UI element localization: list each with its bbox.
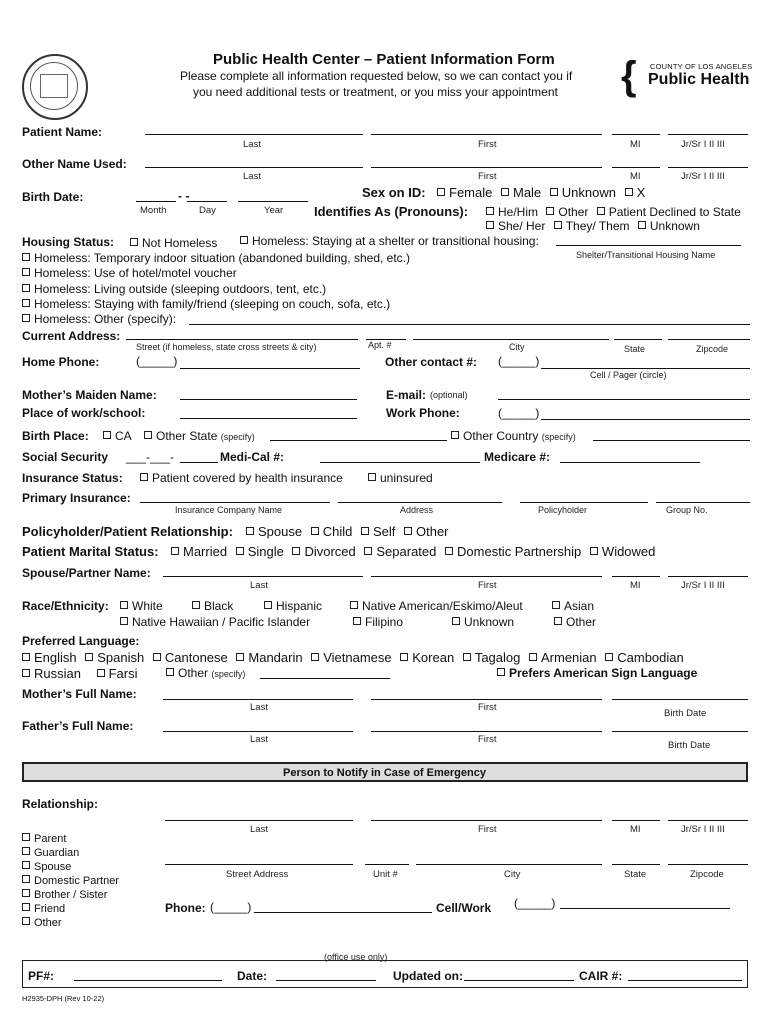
insurance-address-caption: Address	[400, 505, 434, 515]
other-mi-field[interactable]	[612, 167, 660, 168]
marital-status-options	[171, 544, 660, 559]
suffix-caption: Jr/Sr I II III	[681, 580, 725, 591]
day-caption: Day	[199, 205, 216, 216]
checkbox-icon	[120, 601, 128, 609]
pronoun-she-her-option[interactable]: She/ Her	[486, 219, 545, 233]
checkbox-icon	[103, 431, 111, 439]
preferred-language-label: Preferred Language:	[22, 634, 140, 648]
insurance-company-field[interactable]	[140, 502, 330, 503]
sex-unknown-option[interactable]: Unknown	[550, 185, 616, 200]
last-caption: Last	[250, 580, 268, 591]
housing-other-option[interactable]: Homeless: Other (specify):	[22, 312, 410, 327]
checkbox-icon	[625, 188, 633, 196]
housing-shelter-option[interactable]: Homeless: Staying at a shelter or transitional housing:	[240, 234, 539, 248]
emergency-zip-caption: Zipcode	[690, 869, 724, 880]
medi-cal-label: Medi-Cal #:	[220, 450, 285, 464]
marital-domestic-partnership-option[interactable]: Domestic Partnership	[445, 544, 581, 559]
checkbox-icon	[171, 547, 179, 555]
suffix-caption: Jr/Sr I II III	[681, 824, 725, 835]
race-black-option[interactable]: Black	[192, 599, 233, 613]
fathers-full-name-label: Father’s Full Name:	[22, 719, 134, 733]
office-date-field[interactable]	[276, 980, 376, 981]
checkbox-icon	[22, 284, 30, 292]
mothers-maiden-name-field[interactable]	[180, 399, 357, 400]
checkbox-icon	[22, 903, 30, 911]
language-options-row-2	[22, 666, 142, 681]
checkbox-icon	[529, 653, 537, 661]
housing-family-friend-option[interactable]: Homeless: Staying with family/friend (sleeping on couch, sofa, etc.)	[22, 297, 410, 312]
zip-caption: Zipcode	[696, 344, 729, 354]
last-caption: Last	[250, 702, 268, 713]
spouse-last-name-field[interactable]	[163, 576, 363, 577]
pronoun-options-row-1	[486, 205, 746, 219]
emergency-other-option[interactable]: Other	[22, 916, 119, 930]
birth-place-other-state-option[interactable]: Other State (specify)	[144, 429, 255, 443]
emergency-state-caption: State	[624, 869, 647, 880]
emergency-cell-area-code[interactable]: (_____)	[514, 896, 556, 910]
checkbox-icon	[292, 547, 300, 555]
insurance-status-label: Insurance Status:	[22, 471, 123, 485]
other-contact-label: Other contact #:	[385, 355, 478, 369]
first-caption: First	[478, 734, 497, 745]
city-field[interactable]	[413, 339, 609, 340]
checkbox-icon	[605, 653, 613, 661]
sex-x-option[interactable]: X	[625, 185, 646, 200]
state-caption: State	[624, 344, 646, 354]
emergency-relationship-options	[22, 832, 119, 930]
month-caption: Month	[140, 205, 167, 216]
patient-suffix-field[interactable]	[668, 134, 748, 135]
emergency-zip-field[interactable]	[668, 864, 748, 865]
checkbox-icon	[501, 188, 509, 196]
email-field[interactable]	[498, 399, 750, 400]
office-date-label: Date:	[237, 969, 268, 983]
street-address-field[interactable]	[126, 339, 358, 340]
language-other-field[interactable]	[260, 678, 390, 679]
language-cambodian-option[interactable]: Cambodian	[605, 650, 684, 665]
medicare-field[interactable]	[560, 462, 700, 463]
birth-date-dashes: - -	[178, 189, 190, 203]
emergency-suffix-field[interactable]	[668, 820, 748, 821]
emergency-street-caption: Street Address	[226, 869, 289, 880]
marital-status-label: Patient Marital Status:	[22, 544, 159, 559]
logo-public-health-text: Public Health	[648, 71, 750, 88]
emergency-street-field[interactable]	[165, 864, 353, 865]
emergency-unit-field[interactable]	[365, 864, 409, 865]
state-field[interactable]	[614, 339, 662, 340]
race-white-option[interactable]: White	[120, 599, 163, 613]
race-native-hawaiian-option[interactable]: Native Hawaiian / Pacific Islander	[120, 615, 310, 629]
pronoun-unknown-option[interactable]: Unknown	[638, 219, 700, 233]
checkbox-icon	[486, 221, 494, 229]
patient-last-name-field[interactable]	[145, 134, 363, 135]
marital-divorced-option[interactable]: Divorced	[292, 544, 355, 559]
first-caption: First	[478, 580, 497, 591]
first-caption: First	[478, 824, 497, 835]
checkbox-icon	[22, 653, 30, 661]
checkbox-icon	[552, 601, 560, 609]
marital-married-option[interactable]: Married	[171, 544, 227, 559]
checkbox-icon	[550, 188, 558, 196]
marital-single-option[interactable]: Single	[236, 544, 284, 559]
work-phone-label: Work Phone:	[386, 406, 460, 420]
pronoun-declined-option[interactable]: Patient Declined to State	[597, 205, 741, 219]
race-asian-option[interactable]: Asian	[552, 599, 594, 613]
emergency-phone-area-code[interactable]: (_____)	[210, 900, 252, 914]
checkbox-icon	[236, 547, 244, 555]
housing-options-list	[22, 251, 410, 327]
shelter-name-caption: Shelter/Transitional Housing Name	[576, 250, 716, 260]
zip-field[interactable]	[668, 339, 750, 340]
street-caption: Street (if homeless, state cross streets & city)	[136, 342, 317, 352]
checkbox-icon	[445, 547, 453, 555]
current-address-label: Current Address:	[22, 329, 121, 343]
language-spanish-option[interactable]: Spanish	[85, 650, 144, 665]
race-hispanic-option[interactable]: Hispanic	[264, 599, 322, 613]
checkbox-icon	[546, 207, 554, 215]
language-other-option[interactable]: Other (specify)	[166, 666, 245, 680]
emergency-phone-label: Phone:	[165, 901, 206, 915]
checkbox-icon	[451, 431, 459, 439]
race-filipino-option[interactable]: Filipino	[353, 615, 403, 629]
checkbox-icon	[22, 314, 30, 322]
email-label: E-mail:	[386, 388, 427, 402]
other-name-label: Other Name Used:	[22, 157, 127, 171]
emergency-mi-field[interactable]	[612, 820, 660, 821]
checkbox-icon	[22, 268, 30, 276]
birth-date-label: Birth Date:	[22, 190, 84, 204]
emergency-contact-banner-text: Person to Notify in Case of Emergency	[283, 767, 486, 779]
emergency-friend-option[interactable]: Friend	[22, 902, 119, 916]
checkbox-icon	[120, 617, 128, 625]
emergency-cell-work-label: Cell/Work	[436, 901, 492, 915]
mother-birth-date-field[interactable]	[612, 699, 748, 700]
race-unknown-option[interactable]: Unknown	[452, 615, 514, 629]
public-health-logo-mark: {	[621, 54, 637, 98]
medicare-label: Medicare #:	[484, 450, 551, 464]
father-birth-date-caption: Birth Date	[668, 740, 711, 751]
form-subtitle-line-2: you need additional tests or treatment, or you miss your appointment	[193, 85, 558, 99]
emergency-unit-caption: Unit #	[373, 869, 398, 880]
language-cantonese-option[interactable]: Cantonese	[153, 650, 228, 665]
checkbox-icon	[236, 653, 244, 661]
place-of-work-field[interactable]	[180, 418, 357, 419]
race-native-american-option[interactable]: Native American/Eskimo/Aleut	[350, 599, 523, 613]
year-caption: Year	[264, 205, 284, 216]
work-phone-field[interactable]	[541, 419, 750, 420]
work-phone-area-code[interactable]: (_____)	[498, 406, 540, 420]
checkbox-icon	[554, 221, 562, 229]
relationship-child-option[interactable]: Child	[311, 524, 353, 539]
birth-day-field[interactable]	[187, 201, 227, 202]
shelter-name-field[interactable]	[556, 245, 741, 246]
form-revision-id: H2935-DPH (Rev 10-22)	[22, 994, 105, 1003]
updated-on-field[interactable]	[464, 980, 574, 981]
cair-number-label: CAIR #:	[579, 969, 623, 983]
first-caption: First	[478, 139, 497, 150]
place-of-work-label: Place of work/school:	[22, 406, 146, 420]
emergency-city-caption: City	[504, 869, 521, 880]
office-use-box	[22, 960, 748, 988]
checkbox-icon	[144, 431, 152, 439]
other-first-name-field[interactable]	[371, 167, 602, 168]
other-last-name-field[interactable]	[145, 167, 363, 168]
birth-year-field[interactable]	[238, 201, 308, 202]
apt-caption: Apt. #	[368, 340, 392, 350]
emergency-spouse-option[interactable]: Spouse	[22, 860, 119, 874]
home-phone-field[interactable]	[180, 368, 360, 369]
emergency-relationship-label: Relationship:	[22, 797, 99, 811]
mothers-maiden-name-label: Mother’s Maiden Name:	[22, 388, 157, 402]
checkbox-icon	[22, 299, 30, 307]
primary-insurance-label: Primary Insurance:	[22, 491, 131, 505]
birth-month-field[interactable]	[136, 201, 176, 202]
last-caption: Last	[250, 824, 268, 835]
race-ethnicity-label: Race/Ethnicity:	[22, 599, 109, 613]
medi-cal-field[interactable]	[320, 462, 480, 463]
pronoun-other-option[interactable]: Other	[546, 205, 588, 219]
checkbox-icon	[597, 207, 605, 215]
logo-county-text: COUNTY OF LOS ANGELES	[650, 62, 753, 71]
spouse-mi-field[interactable]	[612, 576, 660, 577]
language-mandarin-option[interactable]: Mandarin	[236, 650, 302, 665]
emergency-contact-banner	[22, 762, 748, 782]
sex-options	[437, 185, 650, 200]
language-farsi-option[interactable]: Farsi	[97, 666, 138, 681]
pronouns-label: Identifies As (Pronouns):	[314, 204, 469, 219]
mother-birth-date-caption: Birth Date	[664, 708, 707, 719]
policyholder-relationship-options	[246, 524, 454, 539]
checkbox-icon	[85, 653, 93, 661]
email-optional-caption: (optional)	[430, 390, 468, 400]
marital-separated-option[interactable]: Separated	[364, 544, 436, 559]
checkbox-icon	[192, 601, 200, 609]
emergency-cell-field[interactable]	[560, 908, 730, 909]
cair-number-field[interactable]	[628, 980, 742, 981]
office-use-only-caption: (office use only)	[324, 952, 388, 962]
emergency-last-name-field[interactable]	[165, 820, 353, 821]
suffix-caption: Jr/Sr I II III	[681, 139, 725, 150]
first-caption: First	[478, 171, 497, 182]
mi-caption: MI	[630, 580, 641, 591]
patient-name-label: Patient Name:	[22, 125, 103, 139]
city-caption: City	[509, 342, 525, 352]
checkbox-icon	[311, 527, 319, 535]
checkbox-icon	[97, 669, 105, 677]
emergency-phone-field[interactable]	[254, 912, 432, 913]
language-vietnamese-option[interactable]: Vietnamese	[311, 650, 391, 665]
checkbox-icon	[166, 668, 174, 676]
checkbox-icon	[22, 669, 30, 677]
housing-not-homeless-option[interactable]: Not Homeless	[130, 236, 217, 250]
insurance-uninsured-option[interactable]: uninsured	[368, 471, 433, 485]
mother-last-name-field[interactable]	[163, 699, 353, 700]
language-tagalog-option[interactable]: Tagalog	[463, 650, 521, 665]
checkbox-icon	[22, 917, 30, 925]
race-other-option[interactable]: Other	[554, 615, 596, 629]
checkbox-icon	[153, 653, 161, 661]
checkbox-icon	[130, 238, 138, 246]
housing-other-specify-field[interactable]	[189, 324, 750, 325]
insurance-policyholder-field[interactable]	[520, 502, 648, 503]
updated-on-label: Updated on:	[393, 969, 463, 983]
marital-widowed-option[interactable]: Widowed	[590, 544, 655, 559]
checkbox-icon	[246, 527, 254, 535]
sex-on-id-label: Sex on ID:	[362, 185, 426, 200]
checkbox-icon	[361, 527, 369, 535]
father-birth-date-field[interactable]	[612, 731, 748, 732]
spouse-partner-name-label: Spouse/Partner Name:	[22, 566, 151, 580]
mothers-full-name-label: Mother’s Full Name:	[22, 687, 137, 701]
county-seal-logo	[22, 54, 88, 120]
pronoun-he-him-option[interactable]: He/Him	[486, 205, 538, 219]
birth-place-ca-option[interactable]: CA	[103, 429, 132, 443]
sex-male-option[interactable]: Male	[501, 185, 541, 200]
insurance-covered-option[interactable]: Patient covered by health insurance	[140, 471, 343, 485]
emergency-brother-sister-option[interactable]: Brother / Sister	[22, 888, 119, 902]
emergency-guardian-option[interactable]: Guardian	[22, 846, 119, 860]
checkbox-icon	[311, 653, 319, 661]
checkbox-icon	[22, 889, 30, 897]
emergency-domestic-partner-option[interactable]: Domestic Partner	[22, 874, 119, 888]
insurance-group-caption: Group No.	[666, 505, 708, 515]
checkbox-icon	[22, 861, 30, 869]
checkbox-icon	[463, 653, 471, 661]
relationship-spouse-option[interactable]: Spouse	[246, 524, 302, 539]
other-state-field[interactable]	[270, 440, 447, 441]
emergency-city-field[interactable]	[416, 864, 602, 865]
relationship-other-option[interactable]: Other	[404, 524, 449, 539]
checkbox-icon	[353, 617, 361, 625]
home-phone-area-code[interactable]: (_____)	[136, 354, 178, 368]
checkbox-icon	[497, 668, 505, 676]
checkbox-icon	[364, 547, 372, 555]
relationship-self-option[interactable]: Self	[361, 524, 395, 539]
checkbox-icon	[368, 473, 376, 481]
mi-caption: MI	[630, 139, 641, 150]
language-asl-option[interactable]: Prefers American Sign Language	[497, 666, 697, 680]
checkbox-icon	[264, 601, 272, 609]
emergency-first-name-field[interactable]	[371, 820, 602, 821]
mother-first-name-field[interactable]	[371, 699, 602, 700]
checkbox-icon	[22, 833, 30, 841]
spouse-first-name-field[interactable]	[371, 576, 602, 577]
cell-pager-caption: Cell / Pager (circle)	[590, 370, 667, 380]
social-security-label: Social Security	[22, 450, 109, 464]
form-title: Public Health Center – Patient Information Form	[213, 51, 555, 68]
emergency-parent-option[interactable]: Parent	[22, 832, 119, 846]
checkbox-icon	[590, 547, 598, 555]
spouse-suffix-field[interactable]	[668, 576, 748, 577]
housing-status-label: Housing Status:	[22, 235, 114, 249]
other-contact-area-code[interactable]: (_____)	[498, 354, 540, 368]
patient-mi-field[interactable]	[612, 134, 660, 135]
home-phone-label: Home Phone:	[22, 355, 100, 369]
insurance-address-field[interactable]	[338, 502, 502, 503]
housing-hotel-voucher-option[interactable]: Homeless: Use of hotel/motel voucher	[22, 266, 410, 281]
first-caption: First	[478, 702, 497, 713]
form-subtitle-line-1: Please complete all information requested below, so we can contact you if	[180, 69, 573, 83]
patient-first-name-field[interactable]	[371, 134, 602, 135]
other-contact-field[interactable]	[541, 368, 750, 369]
checkbox-icon	[638, 221, 646, 229]
other-suffix-field[interactable]	[668, 167, 748, 168]
checkbox-icon	[452, 617, 460, 625]
policyholder-relationship-label: Policyholder/Patient Relationship:	[22, 524, 233, 539]
father-first-name-field[interactable]	[371, 731, 602, 732]
suffix-caption: Jr/Sr I II III	[681, 171, 725, 182]
language-english-option[interactable]: English	[22, 650, 77, 665]
checkbox-icon	[554, 617, 562, 625]
last-caption: Last	[243, 139, 261, 150]
checkbox-icon	[486, 207, 494, 215]
social-security-field[interactable]: ___-___-	[126, 450, 175, 464]
sex-female-option[interactable]: Female	[437, 185, 492, 200]
mi-caption: MI	[630, 171, 641, 182]
other-country-field[interactable]	[593, 440, 750, 441]
insurance-group-field[interactable]	[656, 502, 750, 503]
housing-temporary-indoor-option[interactable]: Homeless: Temporary indoor situation (abandoned building, shed, etc.)	[22, 251, 410, 266]
checkbox-icon	[240, 236, 248, 244]
language-options-row-1	[22, 650, 689, 665]
language-russian-option[interactable]: Russian	[22, 666, 81, 681]
social-security-last-field[interactable]	[180, 462, 218, 463]
pronoun-options-row-2	[486, 219, 705, 233]
last-caption: Last	[243, 171, 261, 182]
language-korean-option[interactable]: Korean	[400, 650, 454, 665]
pf-number-label: PF#:	[28, 969, 55, 983]
mi-caption: MI	[630, 824, 641, 835]
pf-number-field[interactable]	[74, 980, 222, 981]
father-last-name-field[interactable]	[163, 731, 353, 732]
checkbox-icon	[404, 527, 412, 535]
checkbox-icon	[350, 601, 358, 609]
checkbox-icon	[140, 473, 148, 481]
housing-living-outside-option[interactable]: Homeless: Living outside (sleeping outdoors, tent, etc.)	[22, 282, 410, 297]
last-caption: Last	[250, 734, 268, 745]
checkbox-icon	[22, 253, 30, 261]
pronoun-they-them-option[interactable]: They/ Them	[554, 219, 630, 233]
emergency-state-field[interactable]	[612, 864, 660, 865]
checkbox-icon	[22, 875, 30, 883]
language-armenian-option[interactable]: Armenian	[529, 650, 597, 665]
checkbox-icon	[400, 653, 408, 661]
checkbox-icon	[437, 188, 445, 196]
insurance-policyholder-caption: Policyholder	[538, 505, 588, 515]
birth-place-other-country-option[interactable]: Other Country (specify)	[451, 429, 576, 443]
checkbox-icon	[22, 847, 30, 855]
insurance-company-caption: Insurance Company Name	[175, 505, 283, 515]
birth-place-label: Birth Place:	[22, 429, 89, 443]
